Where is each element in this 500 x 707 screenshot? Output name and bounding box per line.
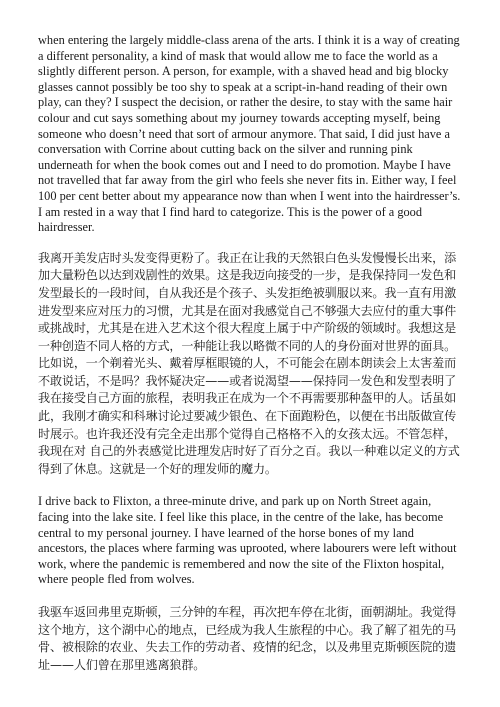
paragraph-chinese-1: 我离开美发店时头发变得更粉了。我正在让我的天然银白色头发慢慢长出来，添加大量粉色以达到戏剧性的效果。这是我迈向接受的一步，是我保持同一发色和发型最长的一段时间，自从我还是个孩子、头发拒绝被驯服以来。我一直有用激进发型来应对压力的习惯，尤其是在面对我感觉自己不够强大去应付的重大事件或挑战时，尤其是在进入艺术这个很大程度上属于中产阶级的领域时。我想这是一种创造不同人格的方式，一种能让我以略微不同的人的身份面对世界的面具。比如说，一个剃着光头、戴着厚框眼镜的人，不可能会在剧本朗读会上太害羞而不敢说话，不是吗？我怀疑决定——或者说渴望——保持同一发色和发型表明了我在接受自己方面的旅程，表明我正在成为一个不再需要那种盔甲的人。话虽如此，我刚才确实和科琳讨论过要减少银色、在下面跑粉色，以便在书出版做宣传时展示。也许我还没有完全走出那个觉得自己格格不入的女孩太远。不管怎样，我现在对 自己的外表感觉比进理发店时好了百分之百。我以一种难以定义的方式得到了休息。这就是一个好的理发师的魔力。	[38, 250, 460, 476]
paragraph-english-1: when entering the largely middle-class arena of the arts. I think it is a way of creating a different personality, a kind of mask that would allow me to face the world as a slightly different person. A person, for example, with a shaved head and big blocky glasses cannot possibly be too shy to speak at a script-in-hand reading of their own play, can they? I suspect the decision, or rather the desire, to stay with the same hair colour and cut says something about my journey towards accepting myself, being someone who doesn’t need that sort of armour anymore. That said, I did just have a conversation with Corrine about cutting back on the silver and running pink underneath for when the book comes out and I need to do promotion. Maybe I have not travelled that far away from the girl who feels she never fits in. Either way, I feel 100 per cent better about my appearance now than when I went into the hairdresser’s. I am rested in a way that I find hard to categorize. This is the power of a good hairdresser.	[38, 33, 461, 235]
document-page	[38, 33, 464, 674]
paragraph-english-2: I drive back to Flixton, a three-minute drive, and park up on North Street again, facing into the lake site. I feel like this place, in the centre of the lake, has become central to my personal journey. I have learned of the horse bones of my land ancestors, the places where farming was uprooted, where labourers were left without work, where the pandemic is remembered and now the site of the Flixton hospital, where people fled from wolves.	[38, 494, 457, 587]
paragraph-chinese-2: 我驱车返回弗里克斯顿，三分钟的车程，再次把车停在北街，面朝湖址。我觉得这个地方，这个湖中心的地点，已经成为我人生旅程的中心。我了解了祖先的马骨、被根除的农业、失去工作的劳动者、疫情的纪念，以及弗里克斯顿医院的遗址——人们曾在那里逃离狼群。	[38, 605, 457, 672]
